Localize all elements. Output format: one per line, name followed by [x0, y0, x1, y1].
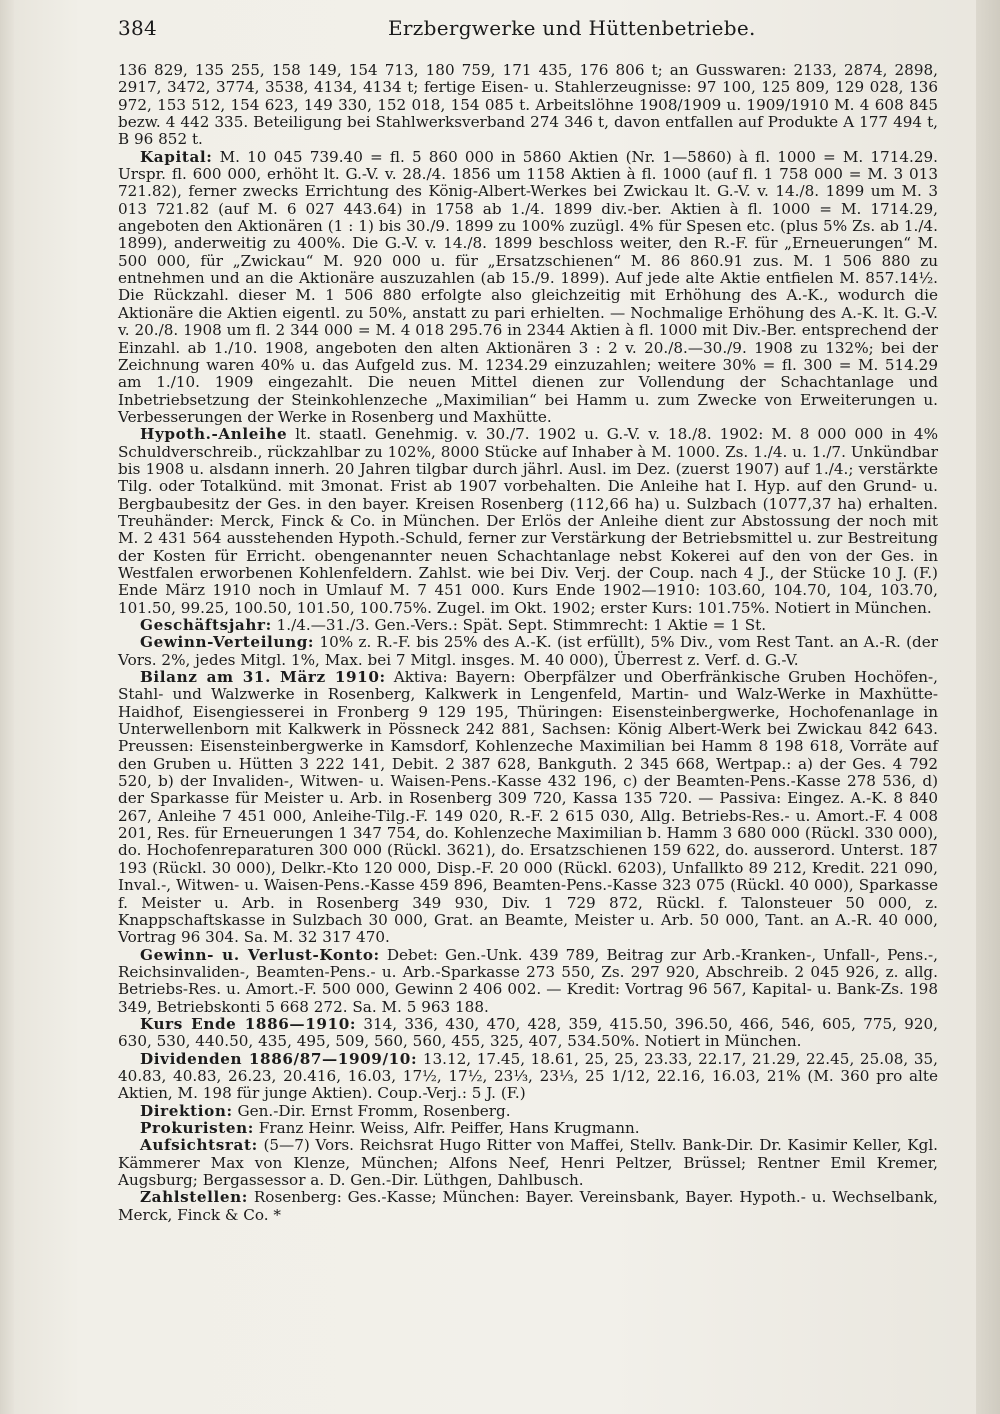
section-label: Bilanz am 31. März 1910:	[140, 668, 386, 687]
section-prokuristen	[118, 1120, 938, 1137]
section-text: 314, 336, 430, 470, 428, 359, 415.50, 396.50, 466, 546, 605, 775, 920, 630, 530, 440.50, 435, 495, 509, 560, 560, 455, 325, 407, 534.50%. Notiert in München.	[118, 1014, 938, 1051]
section-text: Rosenberg: Ges.-Kasse; München: Bayer. Vereinsbank, Bayer. Hypoth.- u. Wechselbank, Merck, Finck & Co. *	[118, 1188, 939, 1224]
section-label: Zahlstellen:	[140, 1188, 249, 1207]
section-kurs	[118, 1016, 938, 1051]
page-number: 384	[118, 16, 158, 40]
section-bilanz	[118, 669, 938, 947]
section-text: 13.12, 17.45, 18.61, 25, 25, 23.33, 22.17, 21.29, 22.45, 25.08, 35, 40.83, 40.83, 26.23, 20.416, 16.03, 17½, 17½, 23⅓, 23⅓, 25 1/12, 22.16, 16.03, 21% (M. 360 pro alte Aktien, M. 198 für junge Aktien). Coup.-Verj.: 5 J. (F.)	[118, 1049, 939, 1103]
section-text: Franz Heinr. Weiss, Alfr. Peiffer, Hans Krugmann.	[258, 1118, 640, 1137]
production-figures	[118, 62, 938, 149]
section-dividenden	[118, 1051, 938, 1103]
section-label: Direktion:	[140, 1101, 233, 1120]
running-title: Erzbergwerke und Hüttenbetriebe.	[388, 16, 756, 40]
section-label: Kurs Ende 1886—1910:	[140, 1014, 357, 1033]
section-label: Prokuristen:	[140, 1118, 254, 1137]
page-header	[118, 16, 938, 46]
section-zahlstellen	[118, 1189, 938, 1224]
section-label: Dividenden 1886/87—1909/10:	[140, 1049, 418, 1068]
section-kapital	[118, 149, 938, 427]
section-hypoth-anleihe	[118, 426, 938, 617]
paragraph-text: 136 829, 135 255, 158 149, 154 713, 180 759, 171 435, 176 806 t; an Gusswaren: 2133, 2874, 2898, 2917, 3472, 3774, 3538, 4134, 4134 t; fertige Eisen- u. Stahlerzeugnisse: 97 100, 125 809, 129 028, 136 972, 153 512, 154 623, 149 330, 152 018, 154 085 t. Arbeitslöhne 1908/1909 u. 1909/1910 M. 4 608 845 bezw. 4 442 335. Beteiligung bei Stahlwerksverband 274 346 t, davon entfallen auf Produkte A 177 494 t, B 96 852 t.	[118, 61, 938, 149]
company-entry	[118, 62, 938, 1224]
section-text: Gen.-Dir. Ernst Fromm, Rosenberg.	[237, 1101, 511, 1120]
section-direktion	[118, 1103, 938, 1120]
section-label: Geschäftsjahr:	[140, 616, 272, 634]
section-label: Gewinn-Verteilung:	[140, 633, 315, 652]
section-text: Aktiva: Bayern: Oberpfälzer und Oberfränkische Gruben Hochöfen-, Stahl- und Walzwerke in Rosenberg, Kalkwerk in Lengenfeld, Martin- und Walz-Werke in Maxhütte-Haidhof, Eisengiesserei in Fronberg 9 129 195, Thüringen: Eisensteinbergwerke, Hochofenanlage in Unterwellenborn mit Kalkwerk in Pössneck 242 881, Sachsen: König Albert-Werk bei Zwickau 842 643. Preussen: Eisensteinbergwerke in Kamsdorf, Kohlenzeche Maximilian bei Hamm 8 198 618, Vorräte auf den Gruben u. Hütten 3 222 141, Debit. 2 387 628, Bankguth. 2 345 668, Wertpap.: a) der Ges. 4 792 520, b) der Invaliden-, Witwen- u. Waisen-Pens.-Kasse 432 196, c) der Beamten-Pens.-Kasse 278 536, d) der Sparkasse für Meister u. Arb. in Rosenberg 309 720, Kassa 135 720. — Passiva: Eingez. A.-K. 8 840 267, Anleihe 7 451 000, Anleihe-Tilg.-F. 149 020, R.-F. 2 615 030, Allg. Betriebs-Res.- u. Amort.-F. 4 008 201, Res. für Erneuerungen 1 347 754, do. Kohlenzeche Maximilian b. Hamm 3 680 000 (Rückl. 330 000), do. Hochofenreparaturen 300 000 (Rückl. 3621), do. Ersatzschienen 159 622, do. ausserord. Unterst. 187 193 (Rückl. 30 000), Delkr.-Kto 120 000, Disp.-F. 20 000 (Rückl. 6203), Unfallkto 89 212, Kredit. 221 090, Inval.-, Witwen- u. Waisen-Pens.-Kasse 459 896, Beamten-Pens.-Kasse 323 075 (Rückl. 40 000), Sparkasse f. Meister u. Arb. in Rosenberg 349 930, Div. 1 729 872, Rückl. f. Talonsteuer 50 000, z. Knappschaftskasse in Sulzbach 30 000, Grat. an Beamte, Meister u. Arb. 50 000, Tant. an A.-R. 40 000, Vortrag 96 304. Sa. M. 32 317 470.	[118, 668, 939, 947]
section-text: lt. staatl. Genehmig. v. 30./7. 1902 u. G.-V. v. 18./8. 1902: M. 8 000 000 in 4% Schuldverschreib., rückzahlbar zu 102%, 8000 Stücke auf Inhaber à M. 1000. Zs. 1./4. u. 1./7. Unkündbar bis 1908 u. alsdann innerh. 20 Jahren tilgbar durch jährl. Ausl. im Dez. (zuerst 1907) auf 1./4.; verstärkte Tilg. oder Totalkünd. mit 3monat. Frist ab 1907 vorbehalten. Die Anleihe hat I. Hyp. auf den Grund- u. Bergbaubesitz der Ges. in den bayer. Kreisen Rosenberg (112,66 ha) u. Sulzbach (1077,37 ha) erhalten. Treuhänder: Merck, Finck & Co. in München. Der Erlös der Anleihe dient zur Abstossung der noch mit M. 2 431 564 ausstehenden Hypoth.-Schuld, ferner zur Verstärkung der Betriebsmittel u. zur Bestreitung der Kosten für Erricht. obengenannter neuen Schachtanlage nebst Kokerei auf den von der Ges. in Westfalen erworbenen Kohlenfeldern. Zahlst. wie bei Div. Verj. der Coup. nach 4 J., der Stücke 10 J. (F.) Ende März 1910 noch in Umlauf M. 7 451 000. Kurs Ende 1902—1910: 103.60, 104.70, 104, 103.70, 101.50, 99.25, 100.50, 101.50, 100.75%. Zugel. im Okt. 1902; erster Kurs: 101.75%. Notiert in München.	[118, 425, 939, 617]
left-page-edge	[0, 0, 14, 1414]
section-text: (5—7) Vors. Reichsrat Hugo Ritter von Maffei, Stellv. Bank-Dir. Dr. Kasimir Keller, Kgl. Kämmerer Max von Klenze, München; Alfons Neef, Henri Peltzer, Brüssel; Rentner Emil Kremer, Augsburg; Bergassessor a. D. Gen.-Dir. Lüthgen, Dahlbusch.	[118, 1136, 939, 1189]
section-label: Gewinn- u. Verlust-Konto:	[140, 945, 380, 964]
section-gewinn-verlust-konto	[118, 947, 938, 1016]
section-gewinn-verteilung	[118, 634, 938, 669]
section-text: Debet: Gen.-Unk. 439 789, Beitrag zur Arb.-Kranken-, Unfall-, Pens.-, Reichsinvaliden-, Beamten-Pens.- u. Arb.-Sparkasse 273 550, Zs. 297 920, Abschreib. 2 045 926, z. allg. Betriebs-Res. u. Amort.-F. 500 000, Gewinn 2 406 002. — Kredit: Vortrag 96 567, Kapital- u. Bank-Zs. 198 349, Betriebskonti 5 668 272. Sa. M. 5 963 188.	[118, 945, 938, 1016]
section-aufsichtsrat	[118, 1137, 938, 1189]
section-label: Hypoth.-Anleihe	[140, 425, 288, 444]
section-label: Aufsichtsrat:	[140, 1136, 258, 1155]
right-page-edge	[976, 0, 1000, 1414]
section-text: 10% z. R.-F. bis 25% des A.-K. (ist erfüllt), 5% Div., vom Rest Tant. an A.-R. (der Vors. 2%, jedes Mitgl. 1%, Max. bei 7 Mitgl. insges. M. 40 000), Überrest z. Verf. d. G.-V.	[118, 633, 938, 669]
section-text: M. 10 045 739.40 = fl. 5 860 000 in 5860 Aktien (Nr. 1—5860) à fl. 1000 = M. 1714.29. Urspr. fl. 600 000, erhöht lt. G.-V. v. 28./4. 1856 um 1158 Aktien à fl. 1000 (auf fl. 1 758 000 = M. 3 013 721.82), ferner zwecks Errichtung des König-Albert-Werkes bei Zwickau lt. G.-V. v. 14./8. 1899 um M. 3 013 721.82 (auf M. 6 027 443.64) in 1758 ab 1./4. 1899 div.-ber. Aktien à fl. 1000 = M. 1714.29, angeboten den Aktionären (1 : 1) bis 30./9. 1899 zu 100% zuzügl. 4% für Spesen etc. (plus 5% Zs. ab 1./4. 1899), anderweitig zu 400%. Die G.-V. v. 14./8. 1899 beschloss weiter, den R.-F. für „Erneuerungen“ M. 500 000, für „Zwickau“ M. 920 000 u. für „Ersatzschienen“ M. 86 860.91 zus. M. 1 506 880 zu entnehmen und an die Aktionäre auszuzahlen (ab 15./9. 1899). Auf jede alte Aktie entfielen M. 857.14½. Die Rückzahl. dieser M. 1 506 880 erfolgte also gleichzeitig mit Erhöhung des A.-K., wodurch die Aktionäre die Aktien eigentl. zu 50%, anstatt zu pari erhielten. — Nochmalige Erhöhung des A.-K. lt. G.-V. v. 20./8. 1908 um fl. 2 344 000 = M. 4 018 295.76 in 2344 Aktien à fl. 1000 mit Div.-Ber. entsprechend der Einzahl. ab 1./10. 1908, angeboten den alten Aktionären 3 : 2 v. 20./8.—30./9. 1908 zu 132%; bei der Zeichnung waren 40% u. das Aufgeld zus. M. 1234.29 einzuzahlen; weitere 30% = fl. 300 = M. 514.29 am 1./10. 1909 eingezahlt. Die neuen Mittel dienen zur Vollendung der Schachtanlage und Inbetriebsetzung der Steinkohlenzeche „Maximilian“ bei Hamm u. zum Zwecke von Erweiterungen u. Verbesserungen der Werke in Rosenberg und Maxhütte.	[118, 147, 939, 426]
section-geschaeftsjahr	[118, 617, 938, 634]
section-label: Kapital:	[140, 147, 213, 166]
section-text: 1./4.—31./3. Gen.-Vers.: Spät. Sept. Stimmrecht: 1 Aktie = 1 St.	[276, 616, 767, 634]
